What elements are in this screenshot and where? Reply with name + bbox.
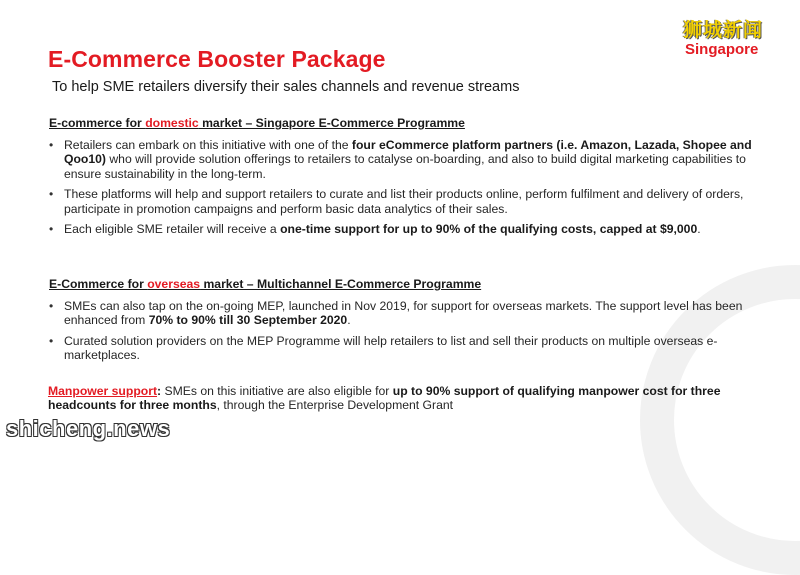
overseas-heading-post: market – Multichannel E-Commerce Programme	[200, 277, 482, 291]
bullet-text: who will provide solution offerings to retailers to catalyse on-boarding, and also to build digital marketing capabilities to ensure sustainability in the long-term.	[64, 152, 746, 181]
overseas-heading-pre: E-Commerce for	[49, 277, 148, 291]
overseas-heading-highlight: overseas	[147, 277, 201, 291]
domestic-heading-highlight: domestic	[145, 116, 199, 130]
overseas-section-heading	[49, 277, 481, 291]
bullet-text: These platforms will help and support retailers to curate and list their products online, perform fulfilment and delivery of orders, participate in promotion campaigns and perform basic data analytics of their sales.	[64, 187, 744, 216]
bullet-text: .	[347, 313, 351, 328]
domestic-bullet-platform-support	[48, 187, 760, 216]
slide-title: E-Commerce Booster Package	[48, 46, 386, 72]
bullet-emphasis: one-time support for up to 90% of the qualifying costs, capped at $9,000	[280, 222, 698, 237]
domestic-bullet-list	[48, 138, 760, 242]
bullet-text: Retailers can embark on this initiative with one of the	[64, 138, 352, 152]
domestic-bullet-funding-cap	[48, 222, 760, 236]
logo	[683, 20, 793, 58]
watermark: shicheng.news	[6, 416, 171, 441]
bullet-emphasis: four eCommerce platform partners (i.e. Amazon, Lazada, Shopee and Qoo10)	[64, 138, 752, 167]
bullet-text: Curated solution providers on the MEP Programme will help retailers to list and sell their products on multiple overseas e-marketplaces.	[64, 333, 718, 363]
logo-brand-word: Singapore	[685, 41, 759, 58]
domestic-heading-post: market – Singapore E-Commerce Programme	[198, 116, 465, 130]
overseas-bullet-mep-support	[48, 299, 760, 328]
overseas-bullet-list	[48, 299, 760, 369]
manpower-text: , through the Enterprise Development Grant	[216, 398, 454, 413]
manpower-label-colon: :	[157, 384, 162, 398]
logo-cjk-text: 狮城新闻	[683, 20, 764, 41]
manpower-support-label: Manpower support	[48, 384, 158, 398]
manpower-support-paragraph	[48, 384, 748, 413]
bullet-text: .	[697, 222, 701, 237]
domestic-section-heading	[49, 116, 465, 130]
domestic-bullet-platform-partners	[48, 138, 760, 181]
manpower-emphasis: up to 90% support of qualifying manpower cost for three headcounts for three months	[48, 384, 721, 413]
manpower-text: SMEs on this initiative are also eligible for	[161, 384, 393, 398]
bullet-emphasis: 70% to 90% till 30 September 2020	[148, 313, 348, 328]
bullet-text: SMEs can also tap on the on-going MEP, launched in Nov 2019, for support for overseas markets. The support level has been enhanced from	[64, 299, 743, 328]
domestic-heading-pre: E-commerce for	[49, 116, 146, 130]
bullet-text: Each eligible SME retailer will receive a	[64, 222, 281, 237]
overseas-bullet-solution-providers	[48, 334, 760, 363]
slide-subtitle: To help SME retailers diversify their sales channels and revenue streams	[52, 79, 520, 95]
